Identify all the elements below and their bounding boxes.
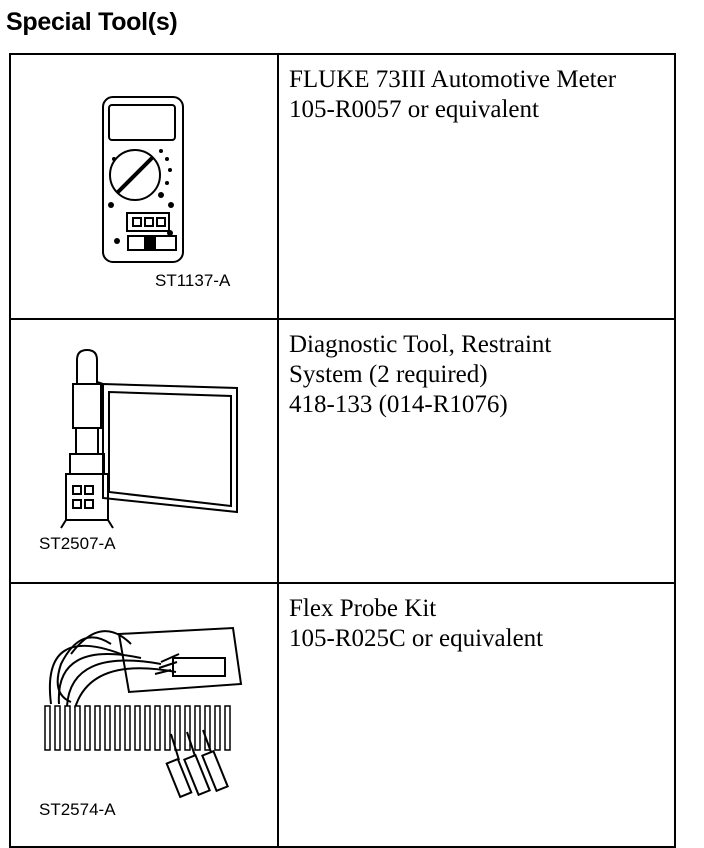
tool-row (10, 319, 675, 583)
tool-description-cell (278, 319, 675, 583)
tool-image-cell (10, 319, 278, 583)
tool-part-number: 105-R0057 or equivalent (289, 96, 539, 123)
tool-image-cell (10, 583, 278, 847)
tool-description-cell (278, 583, 675, 847)
page-title: Special Tool(s) (6, 8, 178, 36)
tool-image-code: ST2574-A (39, 800, 116, 819)
tool-description-cell (278, 54, 675, 319)
tool-image-cell (10, 54, 278, 319)
tool-name: FLUKE 73III Automotive Meter (289, 66, 617, 93)
flex-probe-kit-illustration (11, 584, 277, 836)
special-tools-table (9, 53, 676, 848)
multimeter-illustration (11, 55, 277, 308)
tool-name: Diagnostic Tool, Restraint (289, 331, 552, 358)
tool-image-code: ST2507-A (39, 534, 116, 553)
tool-part-number: 105-R025C or equivalent (289, 625, 544, 652)
tool-name: Flex Probe Kit (289, 595, 437, 622)
tool-image-code: ST1137-A (155, 271, 231, 290)
tool-row (10, 54, 675, 319)
tool-part-number: 418-133 (014-R1076) (289, 391, 508, 418)
tool-name-continued: System (2 required) (289, 361, 488, 388)
tool-row (10, 583, 675, 847)
